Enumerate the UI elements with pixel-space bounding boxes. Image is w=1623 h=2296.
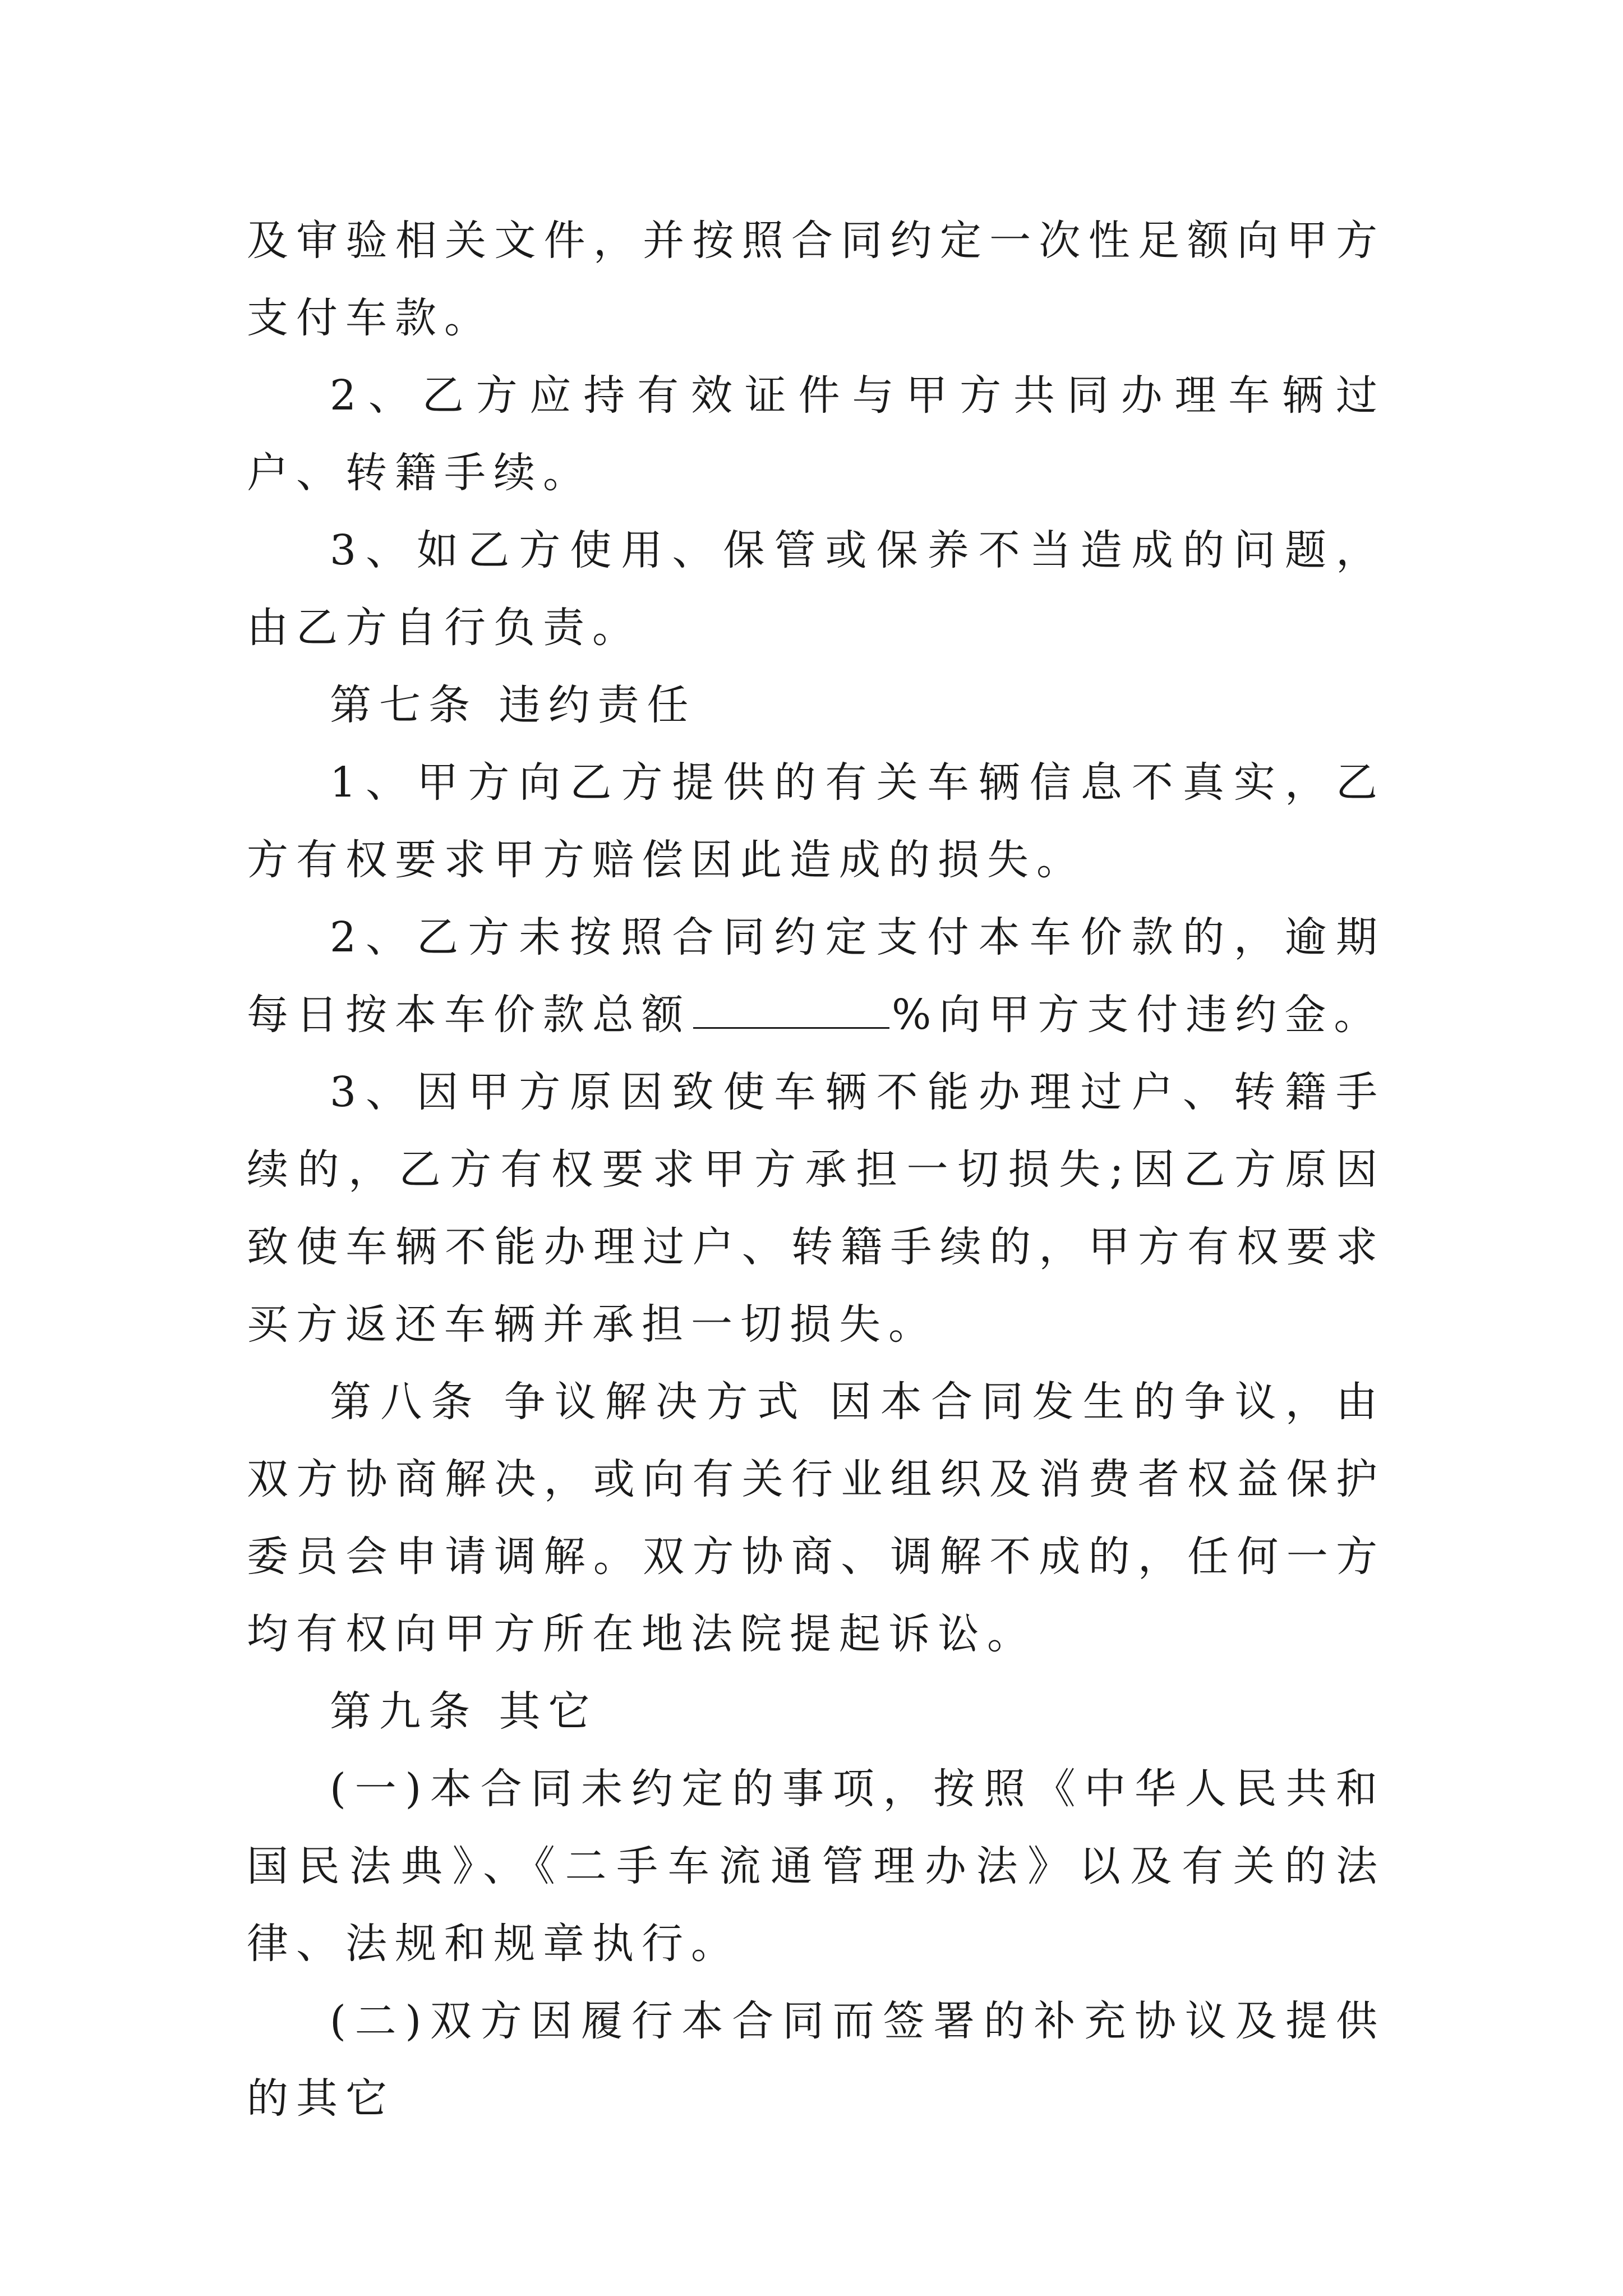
section-heading-article-9: 第九条 其它 [330,1687,598,1736]
breach-2-text-after: %向甲方支付违约金。 [892,991,1384,1039]
paragraph-breach-2 [247,899,1385,1053]
section-heading-article-7: 第七条 违约责任 [330,681,697,729]
paragraph-clause-3: 3、如乙方使用、保管或保养不当造成的问题，由乙方自行负责。 [247,526,1385,652]
paragraph-article-8-dispute: 第八条 争议解决方式 因本合同发生的争议，由双方协商解决，或向有关行业组织及消费者权益保护委员会申请调解。双方协商、调解不成的，任何一方均有权向甲方所在地法院提起诉讼。 [247,1378,1385,1658]
paragraph-breach-1: 1、甲方向乙方提供的有关车辆信息不真实，乙方有权要求甲方赔偿因此造成的损失。 [247,758,1385,884]
paragraph-breach-3: 3、因甲方原因致使车辆不能办理过户、转籍手续的，乙方有权要求甲方承担一切损失;因乙方原因致使车辆不能办理过户、转籍手续的，甲方有权要求买方返还车辆并承担一切损失。 [247,1068,1385,1349]
breach-2-text-before: 2、乙方未按照合同约定支付本车价款的，逾期每日按本车价款总额 [247,913,1385,1039]
paragraph-clause-2: 2、乙方应持有效证件与甲方共同办理车辆过户、转籍手续。 [247,371,1385,497]
paragraph-other-1: (一)本合同未约定的事项，按照《中华人民共和国民法典》、《二手车流通管理办法》以及有关的法律、法规和规章执行。 [247,1765,1385,1968]
document-body [247,202,1385,2137]
paragraph-other-2: (二)双方因履行本合同而签署的补充协议及提供的其它 [247,1997,1385,2123]
paragraph-continuation: 及审验相关文件，并按照合同约定一次性足额向甲方支付车款。 [247,217,1385,342]
penalty-rate-blank [693,988,889,1029]
